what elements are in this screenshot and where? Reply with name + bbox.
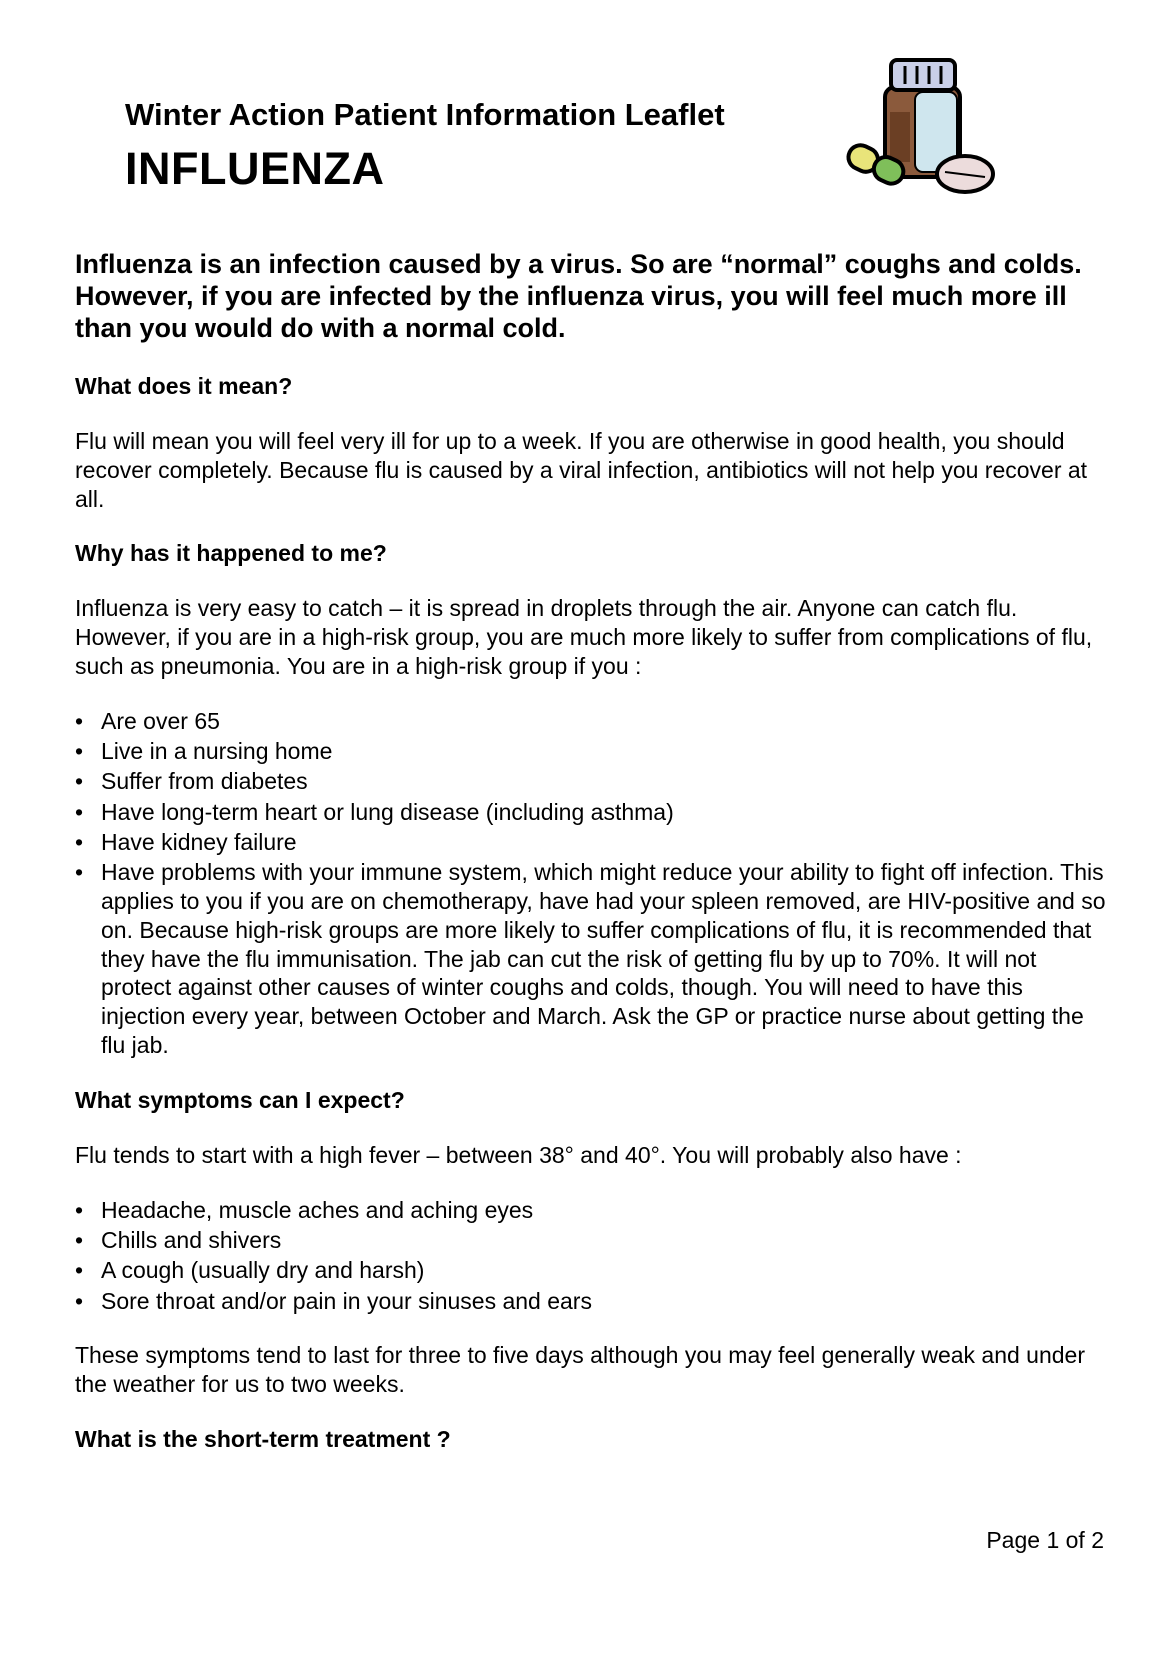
- high-risk-list: [75, 707, 1110, 1060]
- section-text-symptoms-duration: These symptoms tend to last for three to five days although you may feel generally weak and under the weather for us to two weeks.: [75, 1342, 1086, 1398]
- section-heading-why: Why has it happened to me?: [75, 540, 387, 567]
- list-item: • Sore throat and/or pain in your sinuses and ears: [75, 1287, 1110, 1316]
- list-item: • Have problems with your immune system, which might reduce your ability to fight off infection. This applies to you if you are on chemotherapy, have had your spleen removed, are HIV-positive and so on. Because high-risk groups are more likely to suffer complications of flu, it is recommended that they have the flu immunisation. The jab can cut the risk of getting flu by up to 70%. It will not protect against other causes of winter coughs and colds, though. You will need to have this injection every year, between October and March. Ask the GP or practice nurse about getting the flu jab.: [75, 858, 1110, 1060]
- leaflet-subtitle: Winter Action Patient Information Leaflet: [125, 97, 725, 132]
- section-heading-symptoms: What symptoms can I expect?: [75, 1086, 405, 1113]
- list-item: • Suffer from diabetes: [75, 767, 1110, 796]
- leaflet-content: [75, 248, 1110, 1480]
- intro-paragraph: Influenza is an infection caused by a virus. So are “normal” coughs and colds. However, if you are infected by the influenza virus, you will feel much more ill than you would do with a normal cold.: [75, 249, 1082, 343]
- medicine-bottle-icon: [845, 52, 1005, 202]
- list-item: • Are over 65: [75, 707, 1110, 736]
- section-text-meaning: Flu will mean you will feel very ill for up to a week. If you are otherwise in good health, you should recover completely. Because flu is caused by a viral infection, antibiotics will not help you recover at all.: [75, 428, 1088, 512]
- page-number: Page 1 of 2: [986, 1527, 1104, 1553]
- list-item: • A cough (usually dry and harsh): [75, 1256, 1110, 1285]
- list-item: • Live in a nursing home: [75, 737, 1110, 766]
- section-text-why: Influenza is very easy to catch – it is spread in droplets through the air. Anyone can catch flu. However, if you are in a high-risk group, you are much more likely to suffer from complications of flu, such as pneumonia. You are in a high-risk group if you :: [75, 595, 1093, 679]
- list-item: • Have long-term heart or lung disease (including asthma): [75, 798, 1110, 827]
- list-item: • Headache, muscle aches and aching eyes: [75, 1196, 1110, 1225]
- section-heading-treatment: What is the short-term treatment ?: [75, 1425, 451, 1452]
- leaflet-title: INFLUENZA: [125, 143, 385, 194]
- list-item: • Have kidney failure: [75, 828, 1110, 857]
- section-heading-meaning: What does it mean?: [75, 373, 293, 399]
- symptoms-list: [75, 1196, 1110, 1316]
- section-text-symptoms: Flu tends to start with a high fever – between 38° and 40°. You will probably also have :: [75, 1141, 962, 1168]
- list-item: • Chills and shivers: [75, 1226, 1110, 1255]
